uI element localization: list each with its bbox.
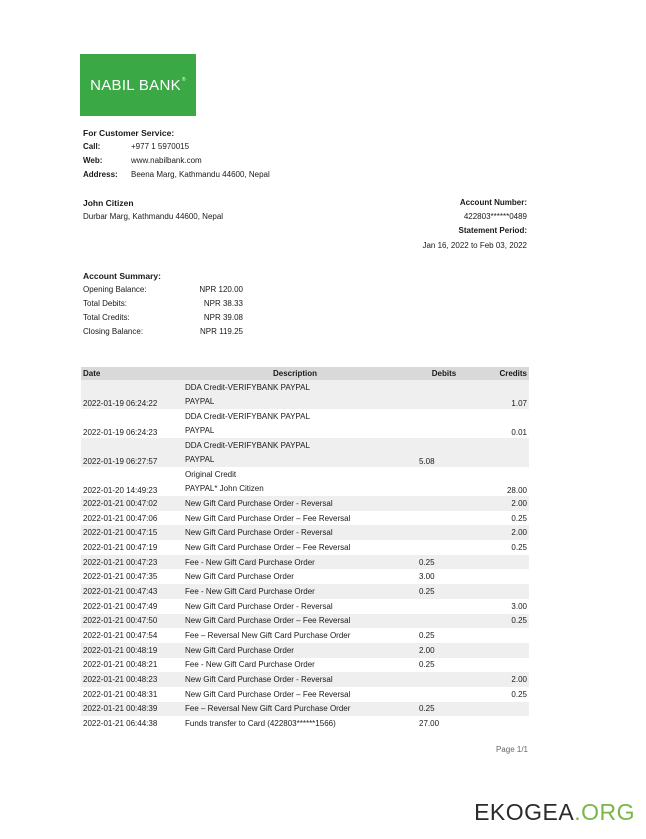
table-row [81,555,529,570]
description-line-2: PAYPAL [185,454,215,464]
cell-debit [407,540,481,555]
description-line: New Gift Card Purchase Order - Reversal [185,601,333,611]
cell-date: 2022-01-21 00:47:49 [83,601,158,611]
summary-closing [83,327,243,336]
account-number-label: Account Number: [459,198,527,207]
watermark [474,799,635,826]
description-line: New Gift Card Purchase Order - Reversal [185,498,333,508]
description-line: New Gift Card Purchase Order – Fee Reversal [185,689,351,699]
description-line: Funds transfer to Card (422803******1566) [185,719,336,729]
cell-debit: 2.00 [407,643,481,658]
table-row [81,716,529,731]
description-line: Fee – Reversal New Gift Card Purchase Order [185,704,351,714]
customer-address: Durbar Marg, Kathmandu 44600, Nepal [83,212,224,221]
cell-date: 2022-01-21 00:47:06 [83,513,158,523]
registered-mark: ® [181,77,186,83]
description-line: New Gift Card Purchase Order [185,572,294,582]
cell-credit [481,643,529,658]
summary-credits [83,313,243,322]
cell-debit: 0.25 [407,555,481,570]
closing-label: Closing Balance: [83,327,144,336]
table-row [81,511,529,526]
account-number-value: 422803******0489 [463,212,527,221]
cell-date: 2022-01-19 06:27:57 [81,438,183,467]
cell-debit: 0.25 [419,660,435,670]
cell-date: 2022-01-21 00:48:19 [81,643,183,658]
description-line-2: PAYPAL [185,396,215,406]
table-row [81,467,529,496]
bank-logo-text: NABIL BANK [90,76,181,94]
header-debits: Debits [407,367,481,380]
description-line: DDA Credit-VERIFYBANK PAYPAL [185,441,310,450]
cell-debit [407,380,481,409]
table-row [81,687,529,702]
table-row [81,628,529,643]
cell-debit [407,511,481,526]
cell-credit: 2.00 [481,525,529,540]
cell-description [183,438,407,467]
cell-description [183,569,407,584]
cell-description [183,628,407,643]
web-label: Web: [83,156,103,165]
cell-date: 2022-01-21 06:44:38 [83,719,158,729]
bank-logo [80,54,196,116]
watermark-main: EKOGEA [474,799,575,825]
cell-description [183,614,407,629]
cell-date: 2022-01-21 00:48:31 [83,689,158,699]
cell-debit: 0.25 [419,631,435,641]
description-line: Fee - New Gift Card Purchase Order [185,586,315,596]
cell-date: 2022-01-21 00:48:23 [81,672,183,687]
description-line: Fee – Reversal New Gift Card Purchase Order [185,631,351,641]
summary-debits [83,299,243,308]
cell-credit [481,569,529,584]
description-line-2: PAYPAL* John Citizen [185,483,264,493]
call-row [83,142,189,151]
cell-credit: 2.00 [481,496,529,511]
cell-date: 2022-01-19 06:24:22 [81,380,183,409]
header-credits: Credits [481,367,529,380]
cell-credit [481,555,529,570]
opening-value: NPR 120.00 [199,285,243,294]
cell-description [183,672,407,687]
description-line: Fee - New Gift Card Purchase Order [185,660,315,670]
cell-credit: 0.01 [511,428,527,437]
cell-debit: 0.25 [407,702,481,717]
cell-description [183,380,407,409]
table-row [81,672,529,687]
description-line: Fee - New Gift Card Purchase Order [185,557,315,567]
cell-description [183,658,407,673]
cell-debit: 0.25 [407,584,481,599]
description-line: Original Credit [185,470,237,479]
cell-debit [407,496,481,511]
cell-credit: 28.00 [506,486,527,495]
cell-debit [407,672,481,687]
cell-credit: 0.25 [511,689,527,699]
table-row [81,599,529,614]
cell-credit [481,658,529,673]
debits-label: Total Debits: [83,299,128,308]
closing-value: NPR 119.25 [200,327,243,336]
cell-description [183,511,407,526]
table-row [81,614,529,629]
transactions-body [81,380,529,731]
cell-debit [407,599,481,614]
header-description: Description [183,367,407,380]
description-line: New Gift Card Purchase Order - Reversal [185,528,333,538]
cell-date: 2022-01-21 00:47:54 [83,631,158,641]
cell-date: 2022-01-21 00:47:50 [81,614,183,629]
web-row [83,156,202,165]
description-line-2: PAYPAL [185,425,215,435]
call-label: Call: [83,142,101,151]
table-row [81,658,529,673]
description-line: New Gift Card Purchase Order [185,645,294,655]
cell-date: 2022-01-21 00:48:39 [81,702,183,717]
watermark-domain: .ORG [574,799,635,825]
cell-date: 2022-01-21 00:47:43 [81,584,183,599]
cell-credit [481,628,529,643]
cell-description [183,525,407,540]
table-row [81,380,529,409]
credits-label: Total Credits: [83,313,130,322]
cell-credit [481,584,529,599]
call-value: +977 1 5970015 [131,142,190,151]
page-number: Page 1/1 [495,745,528,754]
customer-name: John Citizen [83,198,134,208]
transactions-table [81,367,529,731]
address-row [83,170,270,179]
cell-credit [481,716,529,731]
address-value: Beena Marg, Kathmandu 44600, Nepal [131,170,270,179]
cell-description [183,555,407,570]
cell-description [183,540,407,555]
cell-date: 2022-01-19 06:24:23 [83,428,158,437]
cell-credit: 1.07 [481,380,529,409]
description-line: New Gift Card Purchase Order - Reversal [185,675,333,685]
cell-debit [407,525,481,540]
cell-date: 2022-01-21 00:47:23 [81,555,183,570]
summary-opening [83,285,243,294]
description-line: New Gift Card Purchase Order – Fee Reversal [185,513,351,523]
table-row [81,540,529,555]
address-label: Address: [83,170,118,179]
cell-credit: 0.25 [481,614,529,629]
cell-debit: 3.00 [419,572,435,582]
description-line: DDA Credit-VERIFYBANK PAYPAL [185,412,310,421]
account-summary-title: Account Summary: [83,271,161,281]
cell-description [183,716,407,731]
statement-period-label: Statement Period: [458,226,527,235]
cell-debit [407,409,481,438]
statement-period-value: Jan 16, 2022 to Feb 03, 2022 [422,241,527,250]
cell-credit: 0.25 [511,513,527,523]
table-row [81,702,529,717]
web-value: www.nabilbank.com [131,156,202,165]
cell-date: 2022-01-20 14:49:23 [83,486,158,495]
cell-credit: 0.25 [511,542,527,552]
cell-credit [481,702,529,717]
cell-debit [407,467,481,496]
table-row [81,569,529,584]
table-row [81,643,529,658]
description-line: New Gift Card Purchase Order – Fee Reversal [185,616,351,626]
table-row [81,409,529,438]
table-row [81,496,529,511]
opening-label: Opening Balance: [83,285,147,294]
cell-description [183,467,407,496]
cell-debit: 5.08 [407,438,481,467]
customer-service-title: For Customer Service: [83,128,175,138]
table-row [81,438,529,467]
cell-description [183,643,407,658]
cell-date: 2022-01-21 00:47:02 [81,496,183,511]
cell-date: 2022-01-21 00:47:19 [83,542,158,552]
cell-credit: 3.00 [511,601,527,611]
cell-date: 2022-01-21 00:47:15 [81,525,183,540]
credits-value: NPR 39.08 [203,313,243,322]
cell-debit: 27.00 [419,719,440,729]
description-line: DDA Credit-VERIFYBANK PAYPAL [185,383,310,392]
table-header-row [81,367,529,380]
cell-description [183,496,407,511]
header-date: Date [81,367,183,380]
table-row [81,584,529,599]
cell-debit [407,614,481,629]
cell-credit [481,438,529,467]
cell-description [183,687,407,702]
cell-debit [407,687,481,702]
cell-description [183,409,407,438]
cell-description [183,584,407,599]
debits-value: NPR 38.33 [203,299,243,308]
cell-credit: 2.00 [481,672,529,687]
cell-description [183,702,407,717]
table-row [81,525,529,540]
cell-date: 2022-01-21 00:48:21 [83,660,158,670]
cell-date: 2022-01-21 00:47:35 [83,572,158,582]
description-line: New Gift Card Purchase Order – Fee Reversal [185,542,351,552]
cell-description [183,599,407,614]
